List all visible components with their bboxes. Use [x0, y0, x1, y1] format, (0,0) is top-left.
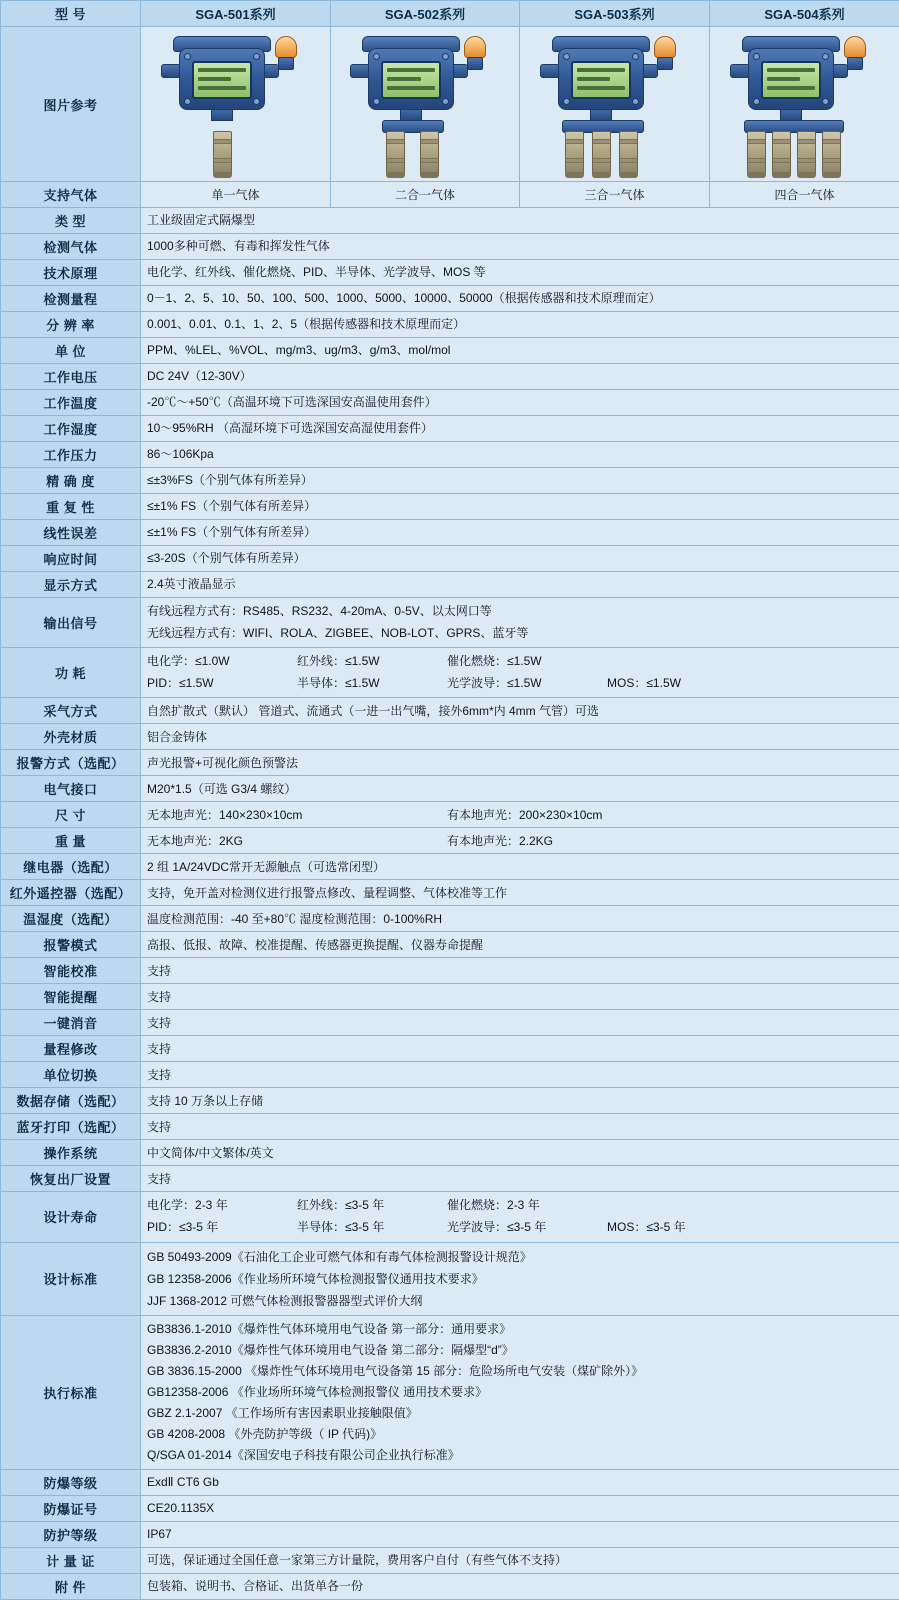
- execution-standard-line: GB 4208-2008 《外壳防护等级（ IP 代码)》: [147, 1424, 893, 1445]
- life-infrared: 红外线：≤3-5 年: [297, 1195, 447, 1217]
- row-value-accuracy: ≤±3%FS（个别气体有所差异）: [141, 468, 899, 494]
- row-label-bluetooth-print: 蓝牙打印（选配）: [1, 1114, 141, 1140]
- row-label-range: 检测量程: [1, 286, 141, 312]
- row-value-ir-remote: 支持，免开盖对检测仪进行报警点修改、量程调整、气体校准等工作: [141, 880, 899, 906]
- row-value-range-modify: 支持: [141, 1036, 899, 1062]
- table-row-electrical-interface: [1, 776, 899, 802]
- device-sga-501: [151, 30, 321, 178]
- row-label-size: 尺 寸: [1, 802, 141, 828]
- gas-sensor-probe: [797, 131, 816, 175]
- table-row-data-storage: [1, 1088, 899, 1114]
- gas-sensor-probe: [822, 131, 841, 175]
- table-row-smart-calibration: [1, 958, 899, 984]
- gas-sensor-probe: [592, 131, 611, 175]
- power-infrared: 红外线：≤1.5W: [297, 651, 447, 673]
- model-header-503: SGA-503系列: [520, 1, 710, 27]
- device-display: [571, 61, 631, 99]
- table-row-gas-support: [1, 182, 899, 208]
- table-row-power: [1, 648, 899, 698]
- table-row-size: [1, 802, 899, 828]
- row-value-range: 0－1、2、5、10、50、100、500、1000、5000、10000、50000（根据传感器和技术原理而定）: [141, 286, 899, 312]
- row-label-electrical-interface: 电气接口: [1, 776, 141, 802]
- execution-standard-line: GB 3836.15-2000 《爆炸性气体环境用电气设备第 15 部分：危险场所电气安装（煤矿除外）》: [147, 1361, 893, 1382]
- row-value-voltage: DC 24V（12-30V）: [141, 364, 899, 390]
- life-optical-waveguide: 光学波导：≤3-5 年: [447, 1217, 607, 1239]
- power-semiconductor: 半导体：≤1.5W: [297, 673, 447, 695]
- product-image-cell-502: [331, 27, 520, 182]
- design-standard-line: GB 50493-2009《石油化工企业可燃气体和有毒气体检测报警设计规范》: [147, 1246, 893, 1268]
- gas-sensor-probe: [772, 131, 791, 175]
- device-bracket-left: [540, 64, 560, 78]
- row-label-type: 类 型: [1, 208, 141, 234]
- row-label-accessories: 附 件: [1, 1574, 141, 1600]
- row-value-execution-standard: [141, 1316, 899, 1470]
- table-row-shell-material: [1, 724, 899, 750]
- table-row-alarm-mode-optional: [1, 750, 899, 776]
- gas-sensor-probe: [386, 131, 405, 175]
- row-value-accessories: 包装箱、说明书、合格证、出货单各一份: [141, 1574, 899, 1600]
- table-row-voltage: [1, 364, 899, 390]
- row-label-output-signal: 输出信号: [1, 598, 141, 648]
- weight-with-alarm: 有本地声光：2.2KG: [447, 832, 553, 851]
- row-label-pressure: 工作压力: [1, 442, 141, 468]
- row-value-metrology-cert: 可选，保证通过全国任意一家第三方计量院，费用客户自付（有些气体不支持）: [141, 1548, 899, 1574]
- row-value-temp-humidity-option: 温度检测范围：-40 至+80℃ 湿度检测范围：0-100%RH: [141, 906, 899, 932]
- row-label-display: 显示方式: [1, 572, 141, 598]
- execution-standard-line: GB3836.2-2010《爆炸性气体环境用电气设备 第二部分：隔爆型“d”》: [147, 1340, 893, 1361]
- power-optical-waveguide: 光学波导：≤1.5W: [447, 673, 607, 695]
- table-row-display: [1, 572, 899, 598]
- power-electrochemical: 电化学：≤1.0W: [147, 651, 297, 673]
- table-row-design-standard: [1, 1242, 899, 1316]
- row-label-power: 功 耗: [1, 648, 141, 698]
- row-value-explosion-proof-grade: ExdⅡ CT6 Gb: [141, 1470, 899, 1496]
- device-sga-503: [530, 30, 700, 178]
- row-label-repeatability: 重 复 性: [1, 494, 141, 520]
- device-display: [761, 61, 821, 99]
- table-row-pressure: [1, 442, 899, 468]
- row-label-unit-switch: 单位切换: [1, 1062, 141, 1088]
- row-label-weight: 重 量: [1, 828, 141, 854]
- row-value-alarm-modes: 高报、低报、故障、校准提醒、传感器更换提醒、仪器寿命提醒: [141, 932, 899, 958]
- device-housing: [558, 48, 644, 110]
- row-value-smart-calibration: 支持: [141, 958, 899, 984]
- life-electrochemical: 电化学：2-3 年: [147, 1195, 297, 1217]
- row-value-output-signal: [141, 598, 899, 648]
- row-label-sampling: 采气方式: [1, 698, 141, 724]
- table-row-relay: [1, 854, 899, 880]
- model-header-501: SGA-501系列: [141, 1, 331, 27]
- table-row-accuracy: [1, 468, 899, 494]
- gas-support-502: 二合一气体: [331, 182, 520, 208]
- table-row-output-signal: [1, 598, 899, 648]
- row-label-one-key-mute: 一键消音: [1, 1010, 141, 1036]
- power-catalytic: 催化燃烧：≤1.5W: [447, 651, 607, 673]
- row-value-ip-grade: IP67: [141, 1522, 899, 1548]
- row-value-detect-gas: 1000多种可燃、有毒和挥发性气体: [141, 234, 899, 260]
- row-value-principle: 电化学、红外线、催化燃烧、PID、半导体、光学波导、MOS 等: [141, 260, 899, 286]
- table-row-weight: [1, 828, 899, 854]
- table-row-metrology-cert: [1, 1548, 899, 1574]
- gas-sensor-probe: [420, 131, 439, 175]
- row-label-execution-standard: 执行标准: [1, 1316, 141, 1470]
- row-label-voltage: 工作电压: [1, 364, 141, 390]
- device-bracket-left: [730, 64, 750, 78]
- row-label-response-time: 响应时间: [1, 546, 141, 572]
- gas-support-503: 三合一气体: [520, 182, 710, 208]
- gas-support-504: 四合一气体: [710, 182, 899, 208]
- size-without-alarm: 无本地声光：140×230×10cm: [147, 806, 447, 825]
- table-row-repeatability: [1, 494, 899, 520]
- row-label-resolution: 分 辨 率: [1, 312, 141, 338]
- device-display: [381, 61, 441, 99]
- row-label-range-modify: 量程修改: [1, 1036, 141, 1062]
- row-value-display: 2.4英寸液晶显示: [141, 572, 899, 598]
- table-row-unit: [1, 338, 899, 364]
- table-row-detect-gas: [1, 234, 899, 260]
- row-value-sampling: 自然扩散式（默认） 管道式、流通式（一进一出气嘴，接外6mm*内 4mm 气管）可选: [141, 698, 899, 724]
- power-pid: PID：≤1.5W: [147, 673, 297, 695]
- device-bracket-left: [161, 64, 181, 78]
- row-label-principle: 技术原理: [1, 260, 141, 286]
- row-label-ir-remote: 红外遥控器（选配）: [1, 880, 141, 906]
- table-row-humidity: [1, 416, 899, 442]
- row-value-type: 工业级固定式隔爆型: [141, 208, 899, 234]
- execution-standard-line: GB3836.1-2010《爆炸性气体环境用电气设备 第一部分：通用要求》: [147, 1319, 893, 1340]
- row-value-linearity: ≤±1% FS（个别气体有所差异）: [141, 520, 899, 546]
- device-neck: [211, 109, 233, 121]
- product-image-cell-503: [520, 27, 710, 182]
- row-value-temperature: -20℃～+50℃（高温环境下可选深国安高温使用套件）: [141, 390, 899, 416]
- row-label-shell-material: 外壳材质: [1, 724, 141, 750]
- table-row-smart-reminder: [1, 984, 899, 1010]
- life-mos: MOS：≤3-5 年: [607, 1217, 747, 1239]
- row-label-design-life: 设计寿命: [1, 1192, 141, 1242]
- row-label-smart-reminder: 智能提醒: [1, 984, 141, 1010]
- gas-sensor-probe: [619, 131, 638, 175]
- row-value-explosion-proof-cert: CE20.1135X: [141, 1496, 899, 1522]
- row-value-alarm-mode-optional: 声光报警+可视化颜色预警法: [141, 750, 899, 776]
- row-label-explosion-proof-cert: 防爆证号: [1, 1496, 141, 1522]
- model-header-504: SGA-504系列: [710, 1, 899, 27]
- device-display: [192, 61, 252, 99]
- row-label-design-standard: 设计标准: [1, 1242, 141, 1316]
- product-image-cell-504: [710, 27, 899, 182]
- row-value-response-time: ≤3-20S（个别气体有所差异）: [141, 546, 899, 572]
- device-housing: [368, 48, 454, 110]
- table-row-factory-reset: [1, 1166, 899, 1192]
- table-row-explosion-proof-cert: [1, 1496, 899, 1522]
- row-value-pressure: 86～106Kpa: [141, 442, 899, 468]
- row-value-repeatability: ≤±1% FS（个别气体有所差异）: [141, 494, 899, 520]
- table-row-execution-standard: [1, 1316, 899, 1470]
- row-label-detect-gas: 检测气体: [1, 234, 141, 260]
- device-sga-504: [720, 30, 890, 178]
- row-value-operating-system: 中文简体/中文繁体/英文: [141, 1140, 899, 1166]
- table-row-resolution: [1, 312, 899, 338]
- row-label-alarm-modes: 报警模式: [1, 932, 141, 958]
- table-row-temperature: [1, 390, 899, 416]
- device-housing: [179, 48, 265, 110]
- power-mos: MOS：≤1.5W: [607, 673, 747, 695]
- row-value-size: [141, 802, 899, 828]
- row-value-unit-switch: 支持: [141, 1062, 899, 1088]
- table-row-one-key-mute: [1, 1010, 899, 1036]
- product-image-cell-501: [141, 27, 331, 182]
- device-bracket-left: [350, 64, 370, 78]
- row-value-relay: 2 组 1A/24VDC常开无源触点（可选常闭型）: [141, 854, 899, 880]
- table-row-alarm-modes: [1, 932, 899, 958]
- row-label-temperature: 工作温度: [1, 390, 141, 416]
- life-catalytic: 催化燃烧：2-3 年: [447, 1195, 607, 1217]
- row-value-bluetooth-print: 支持: [141, 1114, 899, 1140]
- row-label-humidity: 工作湿度: [1, 416, 141, 442]
- row-label-gas-support: 支持气体: [1, 182, 141, 208]
- table-row-bluetooth-print: [1, 1114, 899, 1140]
- table-row-linearity: [1, 520, 899, 546]
- row-value-design-standard: [141, 1242, 899, 1316]
- row-label-linearity: 线性误差: [1, 520, 141, 546]
- table-row-design-life: [1, 1192, 899, 1242]
- row-value-one-key-mute: 支持: [141, 1010, 899, 1036]
- table-row-range-modify: [1, 1036, 899, 1062]
- row-label-data-storage: 数据存储（选配）: [1, 1088, 141, 1114]
- gas-sensor-probe: [213, 131, 232, 175]
- row-value-unit: PPM、%LEL、%VOL、mg/m3、ug/m3、g/m3、mol/mol: [141, 338, 899, 364]
- gas-support-501: 单一气体: [141, 182, 331, 208]
- design-standard-line: GB 12358-2006《作业场所环境气体检测报警仪通用技术要求》: [147, 1268, 893, 1290]
- table-row-type: [1, 208, 899, 234]
- device-housing: [748, 48, 834, 110]
- row-value-design-life: [141, 1192, 899, 1242]
- table-row-operating-system: [1, 1140, 899, 1166]
- table-row-temp-humidity-option: [1, 906, 899, 932]
- table-row-range: [1, 286, 899, 312]
- row-value-electrical-interface: M20*1.5（可选 G3/4 螺纹）: [141, 776, 899, 802]
- row-value-factory-reset: 支持: [141, 1166, 899, 1192]
- design-standard-line: JJF 1368-2012 可燃气体检测报警器器型式评价大纲: [147, 1290, 893, 1312]
- row-label-image-reference: 图片参考: [1, 27, 141, 182]
- execution-standard-line: Q/SGA 01-2014《深国安电子科技有限公司企业执行标准》: [147, 1445, 893, 1466]
- table-row-response-time: [1, 546, 899, 572]
- row-value-smart-reminder: 支持: [141, 984, 899, 1010]
- row-label-operating-system: 操作系统: [1, 1140, 141, 1166]
- size-with-alarm: 有本地声光：200×230×10cm: [447, 806, 602, 825]
- output-signal-wired: 有线远程方式有：RS485、RS232、4-20mA、0-5V、以太网口等: [147, 601, 893, 623]
- table-row-unit-switch: [1, 1062, 899, 1088]
- table-row-ip-grade: [1, 1522, 899, 1548]
- table-row-explosion-proof-grade: [1, 1470, 899, 1496]
- row-label-ip-grade: 防护等级: [1, 1522, 141, 1548]
- row-value-resolution: 0.001、0.01、0.1、1、2、5（根据传感器和技术原理而定）: [141, 312, 899, 338]
- execution-standard-line: GBZ 2.1-2007 《工作场所有害因素职业接触限值》: [147, 1403, 893, 1424]
- table-row-images: [1, 27, 899, 182]
- row-label-explosion-proof-grade: 防爆等级: [1, 1470, 141, 1496]
- table-row-principle: [1, 260, 899, 286]
- output-signal-wireless: 无线远程方式有：WIFI、ROLA、ZIGBEE、NOB-LOT、GPRS、蓝牙等: [147, 623, 893, 645]
- life-pid: PID：≤3-5 年: [147, 1217, 297, 1239]
- row-value-power: [141, 648, 899, 698]
- row-label-metrology-cert: 计 量 证: [1, 1548, 141, 1574]
- row-label-model: 型 号: [1, 1, 141, 27]
- life-semiconductor: 半导体：≤3-5 年: [297, 1217, 447, 1239]
- row-label-accuracy: 精 确 度: [1, 468, 141, 494]
- device-sga-502: [340, 30, 510, 178]
- row-label-factory-reset: 恢复出厂设置: [1, 1166, 141, 1192]
- row-label-smart-calibration: 智能校准: [1, 958, 141, 984]
- row-value-weight: [141, 828, 899, 854]
- row-value-shell-material: 铝合金铸体: [141, 724, 899, 750]
- gas-sensor-probe: [747, 131, 766, 175]
- model-header-502: SGA-502系列: [331, 1, 520, 27]
- row-label-unit: 单 位: [1, 338, 141, 364]
- table-row-accessories: [1, 1574, 899, 1600]
- weight-without-alarm: 无本地声光：2KG: [147, 832, 447, 851]
- row-value-data-storage: 支持 10 万条以上存储: [141, 1088, 899, 1114]
- row-label-relay: 继电器（选配）: [1, 854, 141, 880]
- table-row-model: [1, 1, 899, 27]
- row-value-humidity: 10～95%RH （高湿环境下可选深国安高湿使用套件）: [141, 416, 899, 442]
- execution-standard-line: GB12358-2006 《作业场所环境气体检测报警仪 通用技术要求》: [147, 1382, 893, 1403]
- row-label-temp-humidity-option: 温湿度（选配）: [1, 906, 141, 932]
- row-label-alarm-mode-optional: 报警方式（选配）: [1, 750, 141, 776]
- table-row-sampling: [1, 698, 899, 724]
- table-row-ir-remote: [1, 880, 899, 906]
- gas-sensor-probe: [565, 131, 584, 175]
